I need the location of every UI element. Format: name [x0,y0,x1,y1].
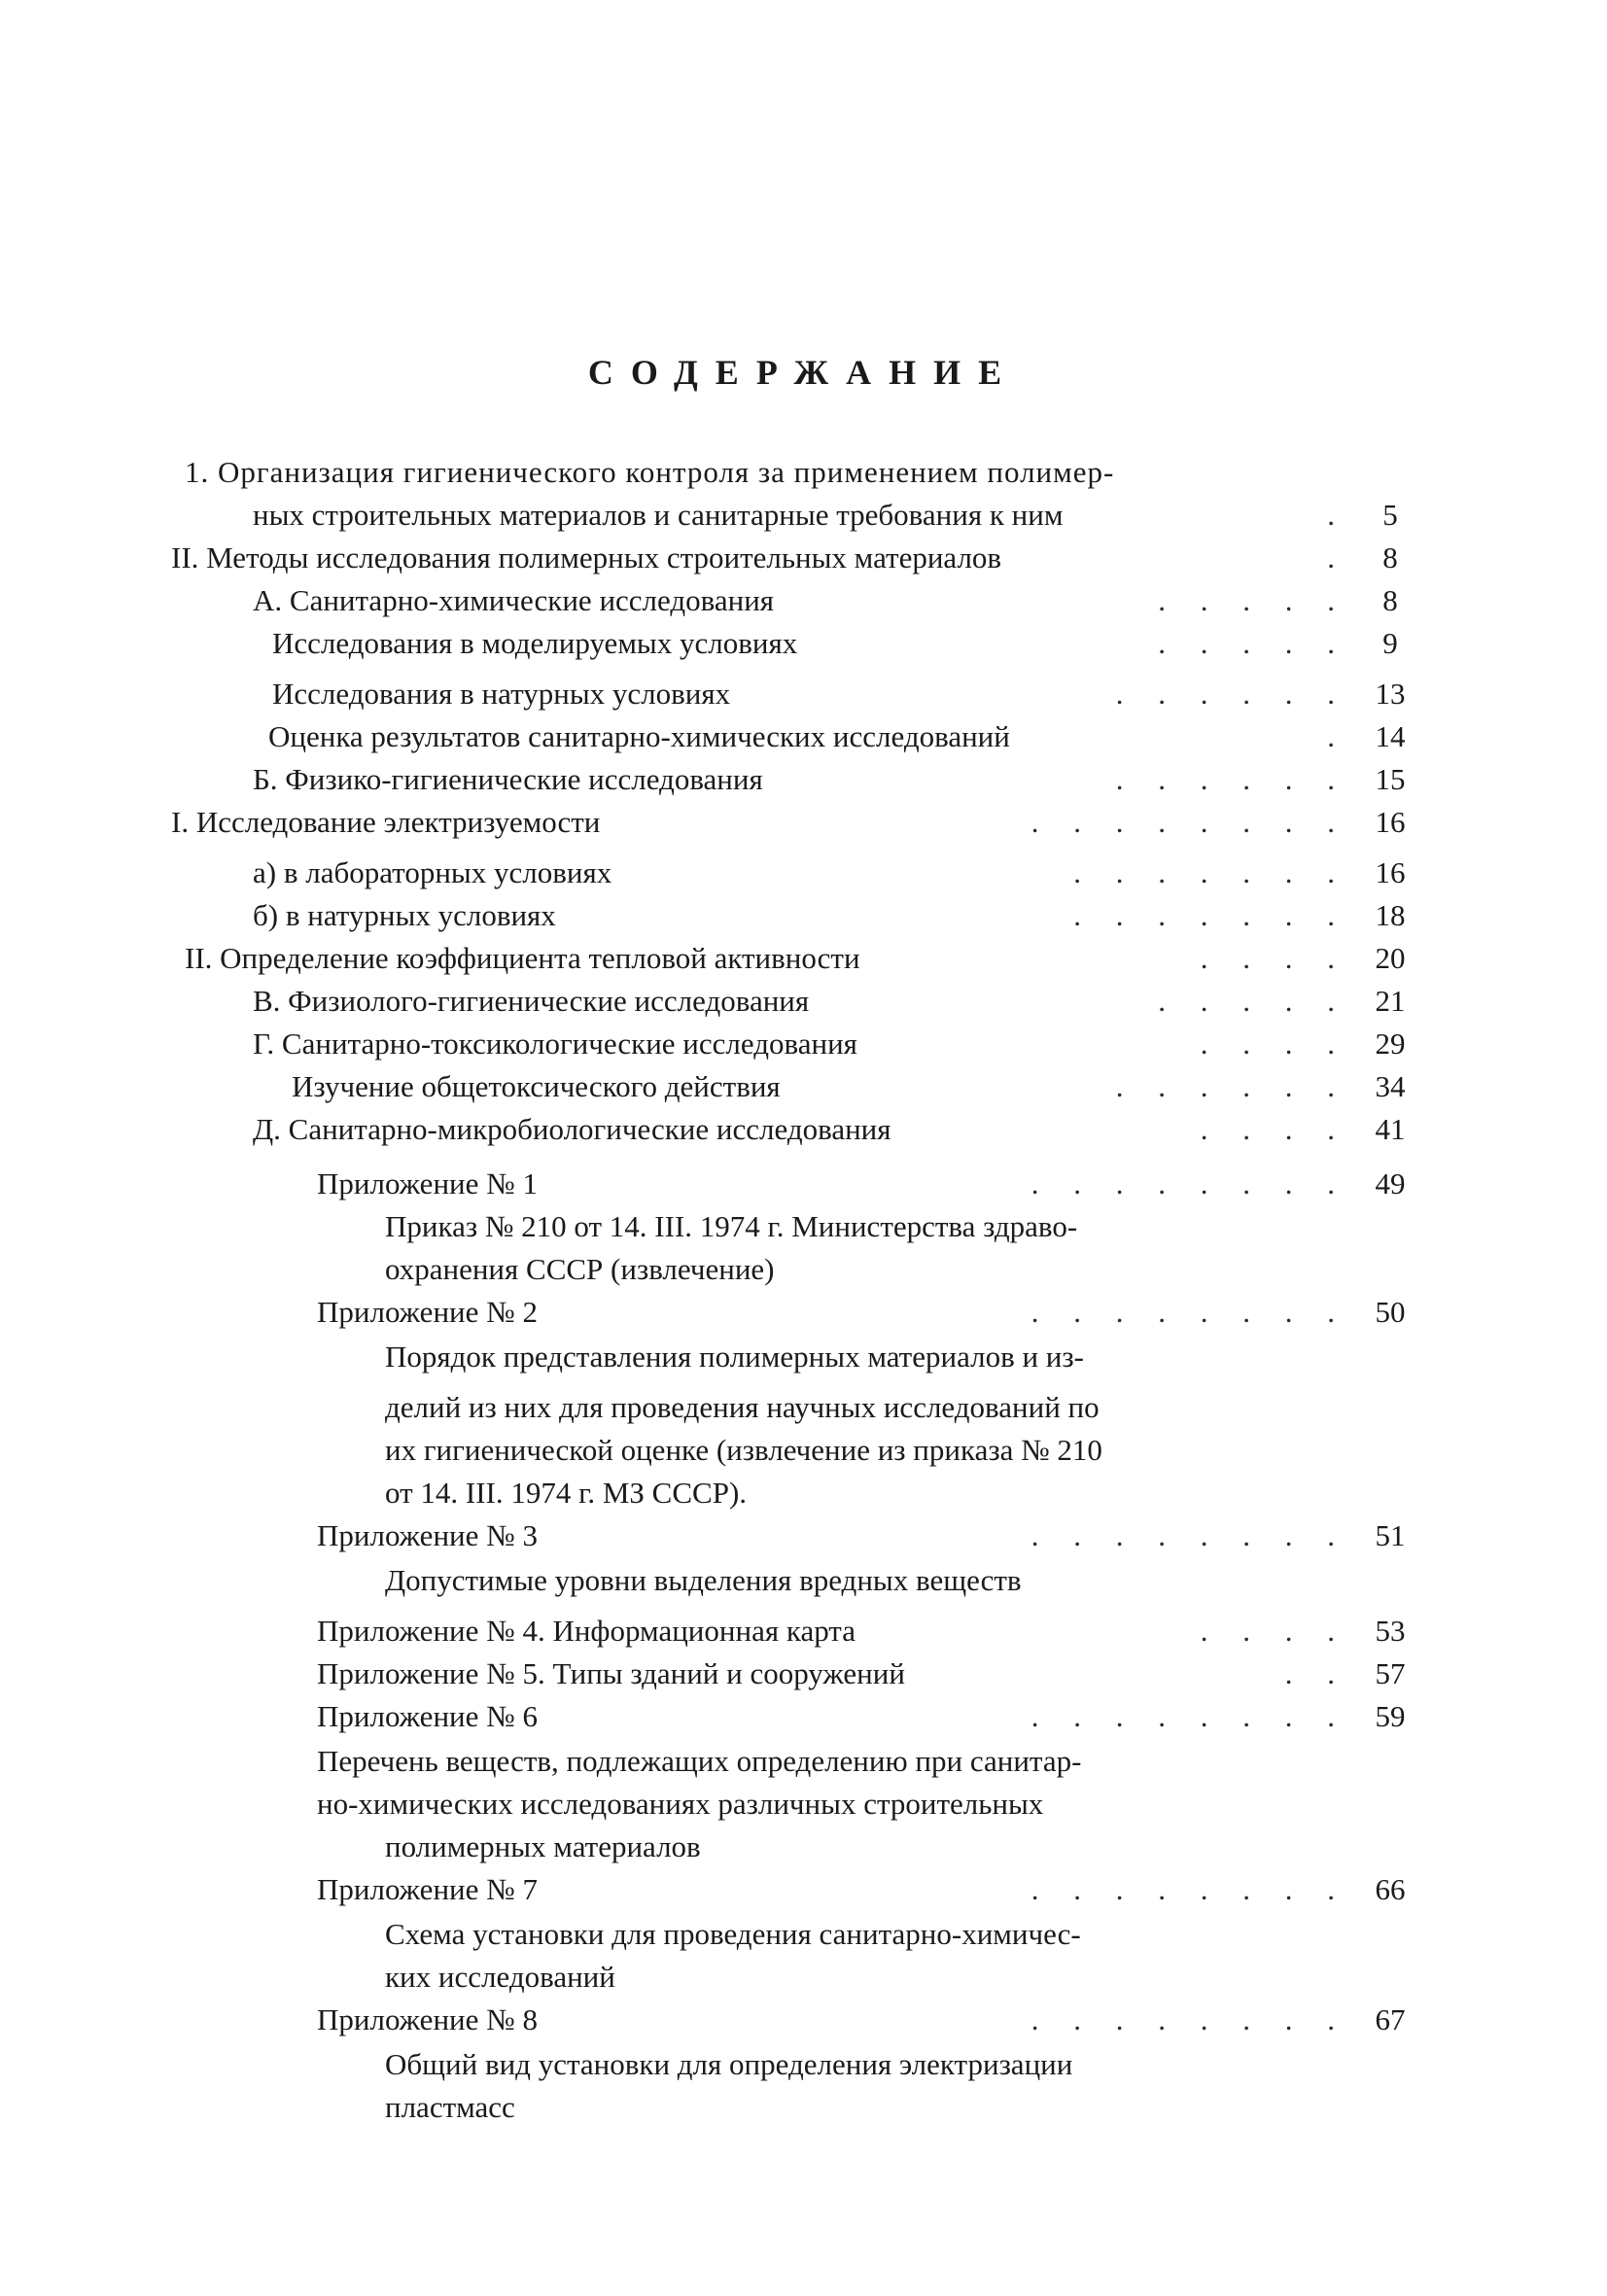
toc-entry-text: Приложение № 7 [317,1872,538,1906]
toc-entry [0,1291,1607,1334]
toc-leader-dots: . [1327,719,1348,753]
toc-page-number: 8 [1382,583,1398,617]
toc-entry [0,937,1607,980]
toc-entry [0,1023,1607,1065]
toc-leader-dots: . . . . . . . . [1031,1872,1348,1906]
toc-entry-text: Приложение № 2 [317,1295,538,1329]
toc-page-number: 34 [1375,1069,1406,1103]
toc-entry [0,1868,1607,1911]
toc-entry [0,1514,1607,1557]
toc-leader-dots: . . . . . [1158,626,1348,660]
toc-leader-dots: . [1327,498,1348,532]
toc-page-number: 57 [1375,1656,1406,1690]
toc-page-number: 49 [1375,1166,1406,1200]
toc-entry [0,579,1607,622]
toc-leader-dots: . . . . . . . . [1031,2002,1348,2036]
toc-entry-text: Приложение № 6 [317,1699,538,1733]
toc-line: Общий вид установки для определения электризации [385,2047,1073,2081]
toc-entry-text: Д. Санитарно-микробиологические исследования [253,1112,891,1146]
toc-page-number: 5 [1382,498,1398,532]
toc-entry-text: Б. Физико-гигиенические исследования [253,762,763,796]
toc-page-number: 20 [1375,941,1406,975]
toc-entry [0,852,1607,894]
toc-page-number: 16 [1375,805,1406,839]
toc-line: пластмасс [385,2090,515,2124]
toc-page-number: 8 [1382,540,1398,574]
toc-entry [0,673,1607,715]
toc-entry [0,1999,1607,2041]
toc-line: от 14. III. 1974 г. МЗ СССР). [385,1476,748,1510]
toc-entry [0,980,1607,1023]
toc-page-number: 16 [1375,855,1406,889]
toc-entry [0,715,1607,758]
toc-leader-dots: . . . . . . [1115,762,1348,796]
toc-page-number: 59 [1375,1699,1406,1733]
toc-leader-dots: . . . . . [1158,984,1348,1018]
toc-page-number: 67 [1375,2002,1406,2036]
toc-page-number: 9 [1382,626,1398,660]
toc-leader-dots: . . . . . . . . [1031,1518,1348,1552]
toc-line: охранения СССР (извлечение) [385,1252,775,1286]
toc-entry-text: ных строительных материалов и санитарные требования к ним [253,498,1064,532]
toc-line: Схема установки для проведения санитарно-химичес- [385,1917,1081,1951]
toc-page-number: 41 [1375,1112,1406,1146]
toc-entry-text: Приложение № 4. Информационная карта [317,1614,856,1648]
toc-entry-text: I. Исследование электризуемости [171,805,601,839]
toc-line: ких исследований [385,1960,615,1994]
toc-entry [0,1163,1607,1205]
toc-leader-dots: . . [1284,1656,1348,1690]
toc-leader-dots: . . . . . . [1115,677,1348,711]
toc-line: Допустимые уровни выделения вредных веществ [385,1563,1022,1597]
toc-leader-dots: . . . . . . . [1073,898,1348,932]
toc-entry-text: Исследования в моделируемых условиях [272,626,798,660]
toc-page-number: 50 [1375,1295,1406,1329]
toc-leader-dots: . . . . [1200,1026,1348,1061]
toc-page-number: 21 [1375,984,1406,1018]
toc-leader-dots: . . . . . . [1115,1069,1348,1103]
toc-leader-dots: . . . . . . . . [1031,805,1348,839]
toc-entry [0,758,1607,801]
toc-entry [0,494,1607,537]
toc-entry-text: В. Физиолого-гигиенические исследования [253,984,810,1018]
toc-line: Порядок представления полимерных материалов и из- [385,1339,1084,1374]
toc-leader-dots: . . . . . . . [1073,855,1348,889]
toc-entry-text: Приложение № 8 [317,2002,538,2036]
toc-page-number: 15 [1375,762,1406,796]
toc-page-number: 18 [1375,898,1406,932]
toc-entry-text: II. Методы исследования полимерных строительных материалов [171,540,1002,574]
toc-line: их гигиенической оценке (извлечение из приказа № 210 [385,1433,1102,1467]
toc-line: Перечень веществ, подлежащих определению при санитар- [317,1744,1082,1778]
toc-entry [0,1108,1607,1151]
toc-entry-text: Исследования в натурных условиях [272,677,731,711]
toc-leader-dots: . . . . [1200,1614,1348,1648]
toc-line: полимерных материалов [385,1829,701,1863]
toc-entry [0,537,1607,579]
toc-entry [0,1610,1607,1652]
toc-leader-dots: . . . . . . . . [1031,1166,1348,1200]
toc-entry-text: А. Санитарно-химические исследования [253,583,775,617]
toc-entry-text: а) в лабораторных условиях [253,855,612,889]
toc-page-number: 13 [1375,677,1406,711]
toc-line: но-химических исследованиях различных строительных [317,1787,1044,1821]
toc-page-number: 51 [1375,1518,1406,1552]
page-title: СОДЕРЖАНИЕ [587,353,1020,392]
toc-entry [0,622,1607,665]
toc-leader-dots: . . . . . . . . [1031,1295,1348,1329]
toc-line: делий из них для проведения научных исследований по [385,1390,1100,1424]
toc-page-number: 66 [1375,1872,1406,1906]
toc-leader-dots: . . . . . . . . [1031,1699,1348,1733]
toc-entry-text: Г. Санитарно-токсикологические исследования [253,1026,857,1061]
toc-entry [0,894,1607,937]
toc-entry-text: Изучение общетоксического действия [292,1069,781,1103]
toc-leader-dots: . . . . [1200,1112,1348,1146]
toc-entry [0,1065,1607,1108]
toc-page-number: 29 [1375,1026,1406,1061]
toc-leader-dots: . [1327,540,1348,574]
toc-page-number: 53 [1375,1614,1406,1648]
toc-entry-text: Приложение № 5. Типы зданий и сооружений [317,1656,905,1690]
toc-entry-text: б) в натурных условиях [253,898,556,932]
toc-page-number: 14 [1375,719,1406,753]
toc-entry [0,1695,1607,1738]
toc-entry-text: II. Определение коэффициента тепловой активности [185,941,860,975]
toc-entry-text: Приложение № 1 [317,1166,538,1200]
toc-line: 1. Организация гигиенического контроля за применением полимер- [185,455,1115,489]
toc-entry-text: Оценка результатов санитарно-химических исследований [268,719,1010,753]
toc-entry-text: Приложение № 3 [317,1518,538,1552]
toc-entry [0,801,1607,844]
toc-leader-dots: . . . . [1200,941,1348,975]
toc-entry [0,1652,1607,1695]
toc-leader-dots: . . . . . [1158,583,1348,617]
toc-line: Приказ № 210 от 14. III. 1974 г. Министерства здраво- [385,1209,1078,1243]
